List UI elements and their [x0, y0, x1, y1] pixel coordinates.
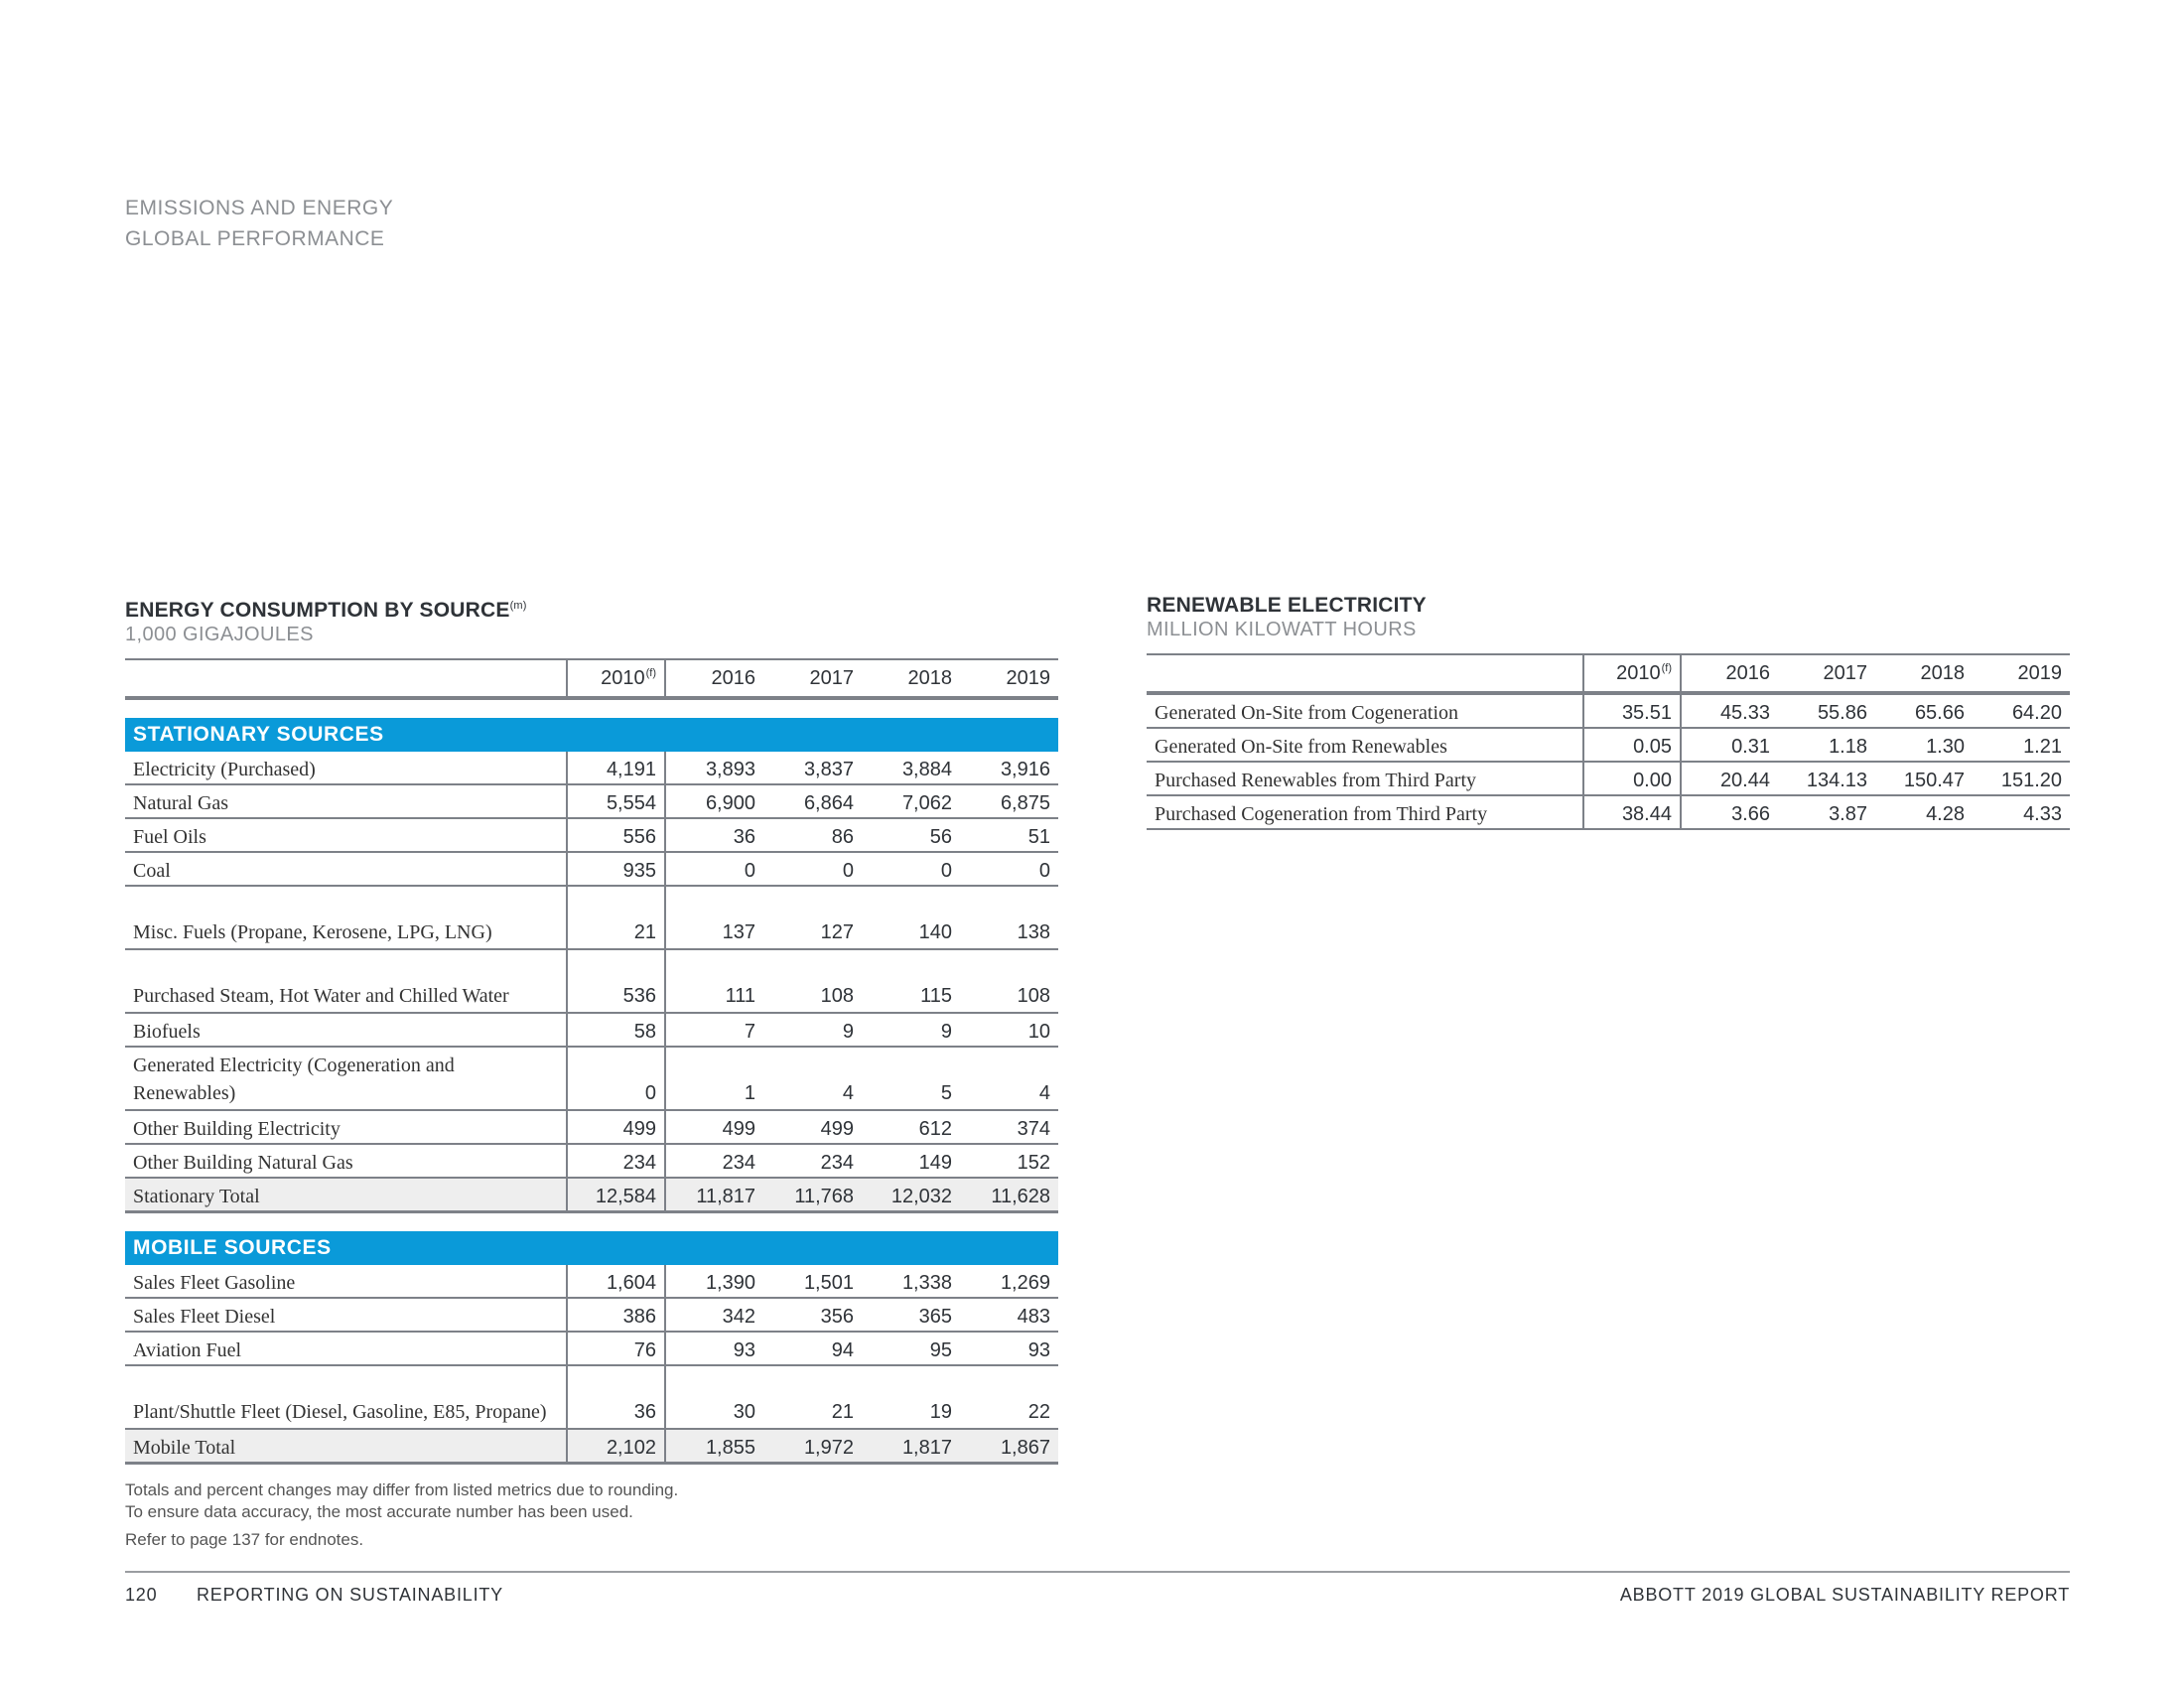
category-stationary [125, 718, 1058, 752]
table-row [125, 752, 1058, 784]
table-row [1147, 795, 2070, 829]
row-value: 1.18 [1778, 728, 1875, 762]
table-row [125, 1144, 1058, 1178]
row-value: 3,837 [763, 752, 862, 784]
row-value: 0.00 [1583, 762, 1681, 795]
row-value: 38.44 [1583, 795, 1681, 829]
row-value: 137 [665, 886, 763, 949]
renewable-rows [1147, 693, 2070, 829]
energy-table-header-row [125, 659, 1058, 698]
stationary-total-2017: 11,768 [763, 1178, 862, 1212]
row-value: 86 [763, 818, 862, 852]
row-value: 0.05 [1583, 728, 1681, 762]
row-value: 149 [862, 1144, 960, 1178]
row-value: 556 [567, 818, 665, 852]
row-value: 5,554 [567, 784, 665, 818]
row-label: Generated On-Site from Cogeneration [1147, 693, 1583, 728]
stationary-total-label: Stationary Total [125, 1178, 567, 1212]
row-value: 4.28 [1875, 795, 1973, 829]
row-value: 0 [960, 852, 1058, 886]
header-2016: 2016 [665, 659, 763, 698]
table-row [125, 818, 1058, 852]
row-value: 342 [665, 1298, 763, 1332]
row-label: Generated On-Site from Renewables [1147, 728, 1583, 762]
mobile-total-2018: 1,817 [862, 1429, 960, 1464]
header-2017: 2017 [763, 659, 862, 698]
footnote-accuracy: To ensure data accuracy, the most accurate number has been used. [125, 1502, 633, 1521]
row-value: 76 [567, 1332, 665, 1365]
header-blank [1147, 654, 1583, 693]
row-value: 30 [665, 1365, 763, 1429]
row-value: 1 [665, 1047, 763, 1110]
header-2016: 2016 [1681, 654, 1778, 693]
category-mobile [125, 1231, 1058, 1265]
row-label: Purchased Renewables from Third Party [1147, 762, 1583, 795]
row-label: Other Building Electricity [125, 1110, 567, 1144]
table-row [125, 1110, 1058, 1144]
row-value: 0.31 [1681, 728, 1778, 762]
row-value: 0 [665, 852, 763, 886]
row-value: 21 [763, 1365, 862, 1429]
row-value: 10 [960, 1013, 1058, 1047]
table-row [125, 949, 1058, 1013]
row-label: Misc. Fuels (Propane, Kerosene, LPG, LNG) [125, 886, 567, 949]
row-value: 35.51 [1583, 693, 1681, 728]
row-value: 3,916 [960, 752, 1058, 784]
row-value: 20.44 [1681, 762, 1778, 795]
row-value: 51 [960, 818, 1058, 852]
row-value: 6,875 [960, 784, 1058, 818]
row-value: 3.66 [1681, 795, 1778, 829]
row-value: 108 [960, 949, 1058, 1013]
row-value: 3.87 [1778, 795, 1875, 829]
row-value: 65.66 [1875, 693, 1973, 728]
row-value: 21 [567, 886, 665, 949]
row-value: 93 [960, 1332, 1058, 1365]
footnote-rounding: Totals and percent changes may differ from listed metrics due to rounding. [125, 1480, 679, 1499]
stationary-total-2018: 12,032 [862, 1178, 960, 1212]
row-value: 134.13 [1778, 762, 1875, 795]
row-label: Purchased Steam, Hot Water and Chilled Water [125, 949, 567, 1013]
row-value: 4.33 [1973, 795, 2070, 829]
row-value: 7,062 [862, 784, 960, 818]
table-row [125, 784, 1058, 818]
table-row [125, 852, 1058, 886]
row-value: 36 [567, 1365, 665, 1429]
row-value: 1,390 [665, 1265, 763, 1298]
row-value: 56 [862, 818, 960, 852]
row-value: 234 [665, 1144, 763, 1178]
row-value: 7 [665, 1013, 763, 1047]
mobile-total-2010: 2,102 [567, 1429, 665, 1464]
row-label: Aviation Fuel [125, 1332, 567, 1365]
energy-table-title-text: ENERGY CONSUMPTION BY SOURCE [125, 599, 510, 622]
row-label: Electricity (Purchased) [125, 752, 567, 784]
section-header [125, 193, 393, 254]
header-2018: 2018 [1875, 654, 1973, 693]
row-label: Other Building Natural Gas [125, 1144, 567, 1178]
energy-table-title-note: (m) [509, 600, 527, 612]
mobile-total-label: Mobile Total [125, 1429, 567, 1464]
row-value: 1,604 [567, 1265, 665, 1298]
row-value: 151.20 [1973, 762, 2070, 795]
section-header-line2: GLOBAL PERFORMANCE [125, 227, 385, 250]
row-value: 4 [763, 1047, 862, 1110]
table-row [125, 1332, 1058, 1365]
row-value: 1,338 [862, 1265, 960, 1298]
row-value: 55.86 [1778, 693, 1875, 728]
row-value: 612 [862, 1110, 960, 1144]
row-label: Coal [125, 852, 567, 886]
category-mobile-label: MOBILE SOURCES [125, 1231, 1058, 1265]
header-2010 [567, 659, 665, 698]
row-value: 1.30 [1875, 728, 1973, 762]
row-value: 1,501 [763, 1265, 862, 1298]
footnote-endnotes: Refer to page 137 for endnotes. [125, 1530, 364, 1549]
footer-report-title: ABBOTT 2019 GLOBAL SUSTAINABILITY REPORT [1619, 1585, 2070, 1605]
row-value: 499 [665, 1110, 763, 1144]
energy-consumption-section [125, 594, 1058, 1465]
row-label: Fuel Oils [125, 818, 567, 852]
energy-table-subtitle: 1,000 GIGAJOULES [125, 624, 314, 645]
table-row [1147, 728, 2070, 762]
row-value: 94 [763, 1332, 862, 1365]
row-value: 3,893 [665, 752, 763, 784]
row-value: 0 [862, 852, 960, 886]
row-value: 0 [567, 1047, 665, 1110]
renewable-table-header-row [1147, 654, 2070, 693]
header-2017: 2017 [1778, 654, 1875, 693]
section-header-line1: EMISSIONS AND ENERGY [125, 197, 394, 219]
row-value: 45.33 [1681, 693, 1778, 728]
row-value: 4 [960, 1047, 1058, 1110]
row-value: 22 [960, 1365, 1058, 1429]
mobile-total-2019: 1,867 [960, 1429, 1058, 1464]
table-row [125, 1365, 1058, 1429]
table-row [125, 1298, 1058, 1332]
row-value: 64.20 [1973, 693, 2070, 728]
row-value: 386 [567, 1298, 665, 1332]
header-2010-note: (f) [1661, 661, 1672, 674]
table-row [1147, 693, 2070, 728]
row-label: Biofuels [125, 1013, 567, 1047]
row-value: 1.21 [1973, 728, 2070, 762]
stationary-total-2019: 11,628 [960, 1178, 1058, 1212]
header-2019: 2019 [960, 659, 1058, 698]
stationary-total-2016: 11,817 [665, 1178, 763, 1212]
row-value: 3,884 [862, 752, 960, 784]
row-label: Sales Fleet Gasoline [125, 1265, 567, 1298]
renewable-electricity-section [1147, 594, 2070, 830]
row-value: 5 [862, 1047, 960, 1110]
table-row [1147, 762, 2070, 795]
mobile-total-2017: 1,972 [763, 1429, 862, 1464]
row-value: 19 [862, 1365, 960, 1429]
energy-table-title [125, 594, 1058, 623]
row-value: 356 [763, 1298, 862, 1332]
header-2019: 2019 [1973, 654, 2070, 693]
row-value: 365 [862, 1298, 960, 1332]
row-label: Generated Electricity (Cogeneration and Renewables) [125, 1047, 567, 1110]
table-row [125, 886, 1058, 949]
row-value: 138 [960, 886, 1058, 949]
row-value: 6,900 [665, 784, 763, 818]
header-2010-label: 2010 [1616, 661, 1661, 684]
energy-table [125, 658, 1058, 1465]
row-value: 93 [665, 1332, 763, 1365]
row-value: 150.47 [1875, 762, 1973, 795]
stationary-total-2010: 12,584 [567, 1178, 665, 1212]
header-2010 [1583, 654, 1681, 693]
renewable-table [1147, 653, 2070, 830]
stationary-rows [125, 752, 1058, 1178]
table-row [125, 1265, 1058, 1298]
row-value: 140 [862, 886, 960, 949]
row-value: 115 [862, 949, 960, 1013]
row-value: 108 [763, 949, 862, 1013]
header-2018: 2018 [862, 659, 960, 698]
spacer [125, 1212, 1058, 1232]
page-number: 120 [125, 1585, 158, 1605]
stationary-total-row [125, 1178, 1058, 1212]
row-value: 9 [862, 1013, 960, 1047]
mobile-total-row [125, 1429, 1058, 1464]
row-value: 111 [665, 949, 763, 1013]
row-value: 0 [763, 852, 862, 886]
row-value: 234 [763, 1144, 862, 1178]
row-value: 152 [960, 1144, 1058, 1178]
row-value: 4,191 [567, 752, 665, 784]
row-value: 1,269 [960, 1265, 1058, 1298]
row-value: 36 [665, 818, 763, 852]
renewable-table-subtitle: MILLION KILOWATT HOURS [1147, 619, 1417, 640]
row-value: 499 [567, 1110, 665, 1144]
row-value: 374 [960, 1110, 1058, 1144]
row-value: 9 [763, 1013, 862, 1047]
row-value: 935 [567, 852, 665, 886]
row-label: Natural Gas [125, 784, 567, 818]
row-value: 6,864 [763, 784, 862, 818]
header-blank [125, 659, 567, 698]
table-row [125, 1013, 1058, 1047]
footnotes [125, 1479, 678, 1551]
row-label: Plant/Shuttle Fleet (Diesel, Gasoline, E85, Propane) [125, 1365, 567, 1429]
mobile-total-2016: 1,855 [665, 1429, 763, 1464]
row-value: 127 [763, 886, 862, 949]
row-label: Sales Fleet Diesel [125, 1298, 567, 1332]
row-value: 95 [862, 1332, 960, 1365]
header-2010-note: (f) [645, 666, 656, 679]
row-value: 536 [567, 949, 665, 1013]
row-value: 483 [960, 1298, 1058, 1332]
row-value: 234 [567, 1144, 665, 1178]
renewable-table-title: RENEWABLE ELECTRICITY [1147, 594, 1427, 617]
header-2010-label: 2010 [601, 666, 645, 689]
table-row [125, 1047, 1058, 1110]
row-value: 499 [763, 1110, 862, 1144]
mobile-rows [125, 1265, 1058, 1429]
footer-section: REPORTING ON SUSTAINABILITY [197, 1585, 503, 1605]
footer-divider [125, 1571, 2070, 1573]
row-label: Purchased Cogeneration from Third Party [1147, 795, 1583, 829]
row-value: 58 [567, 1013, 665, 1047]
spacer [125, 698, 1058, 718]
category-stationary-label: STATIONARY SOURCES [125, 718, 1058, 752]
